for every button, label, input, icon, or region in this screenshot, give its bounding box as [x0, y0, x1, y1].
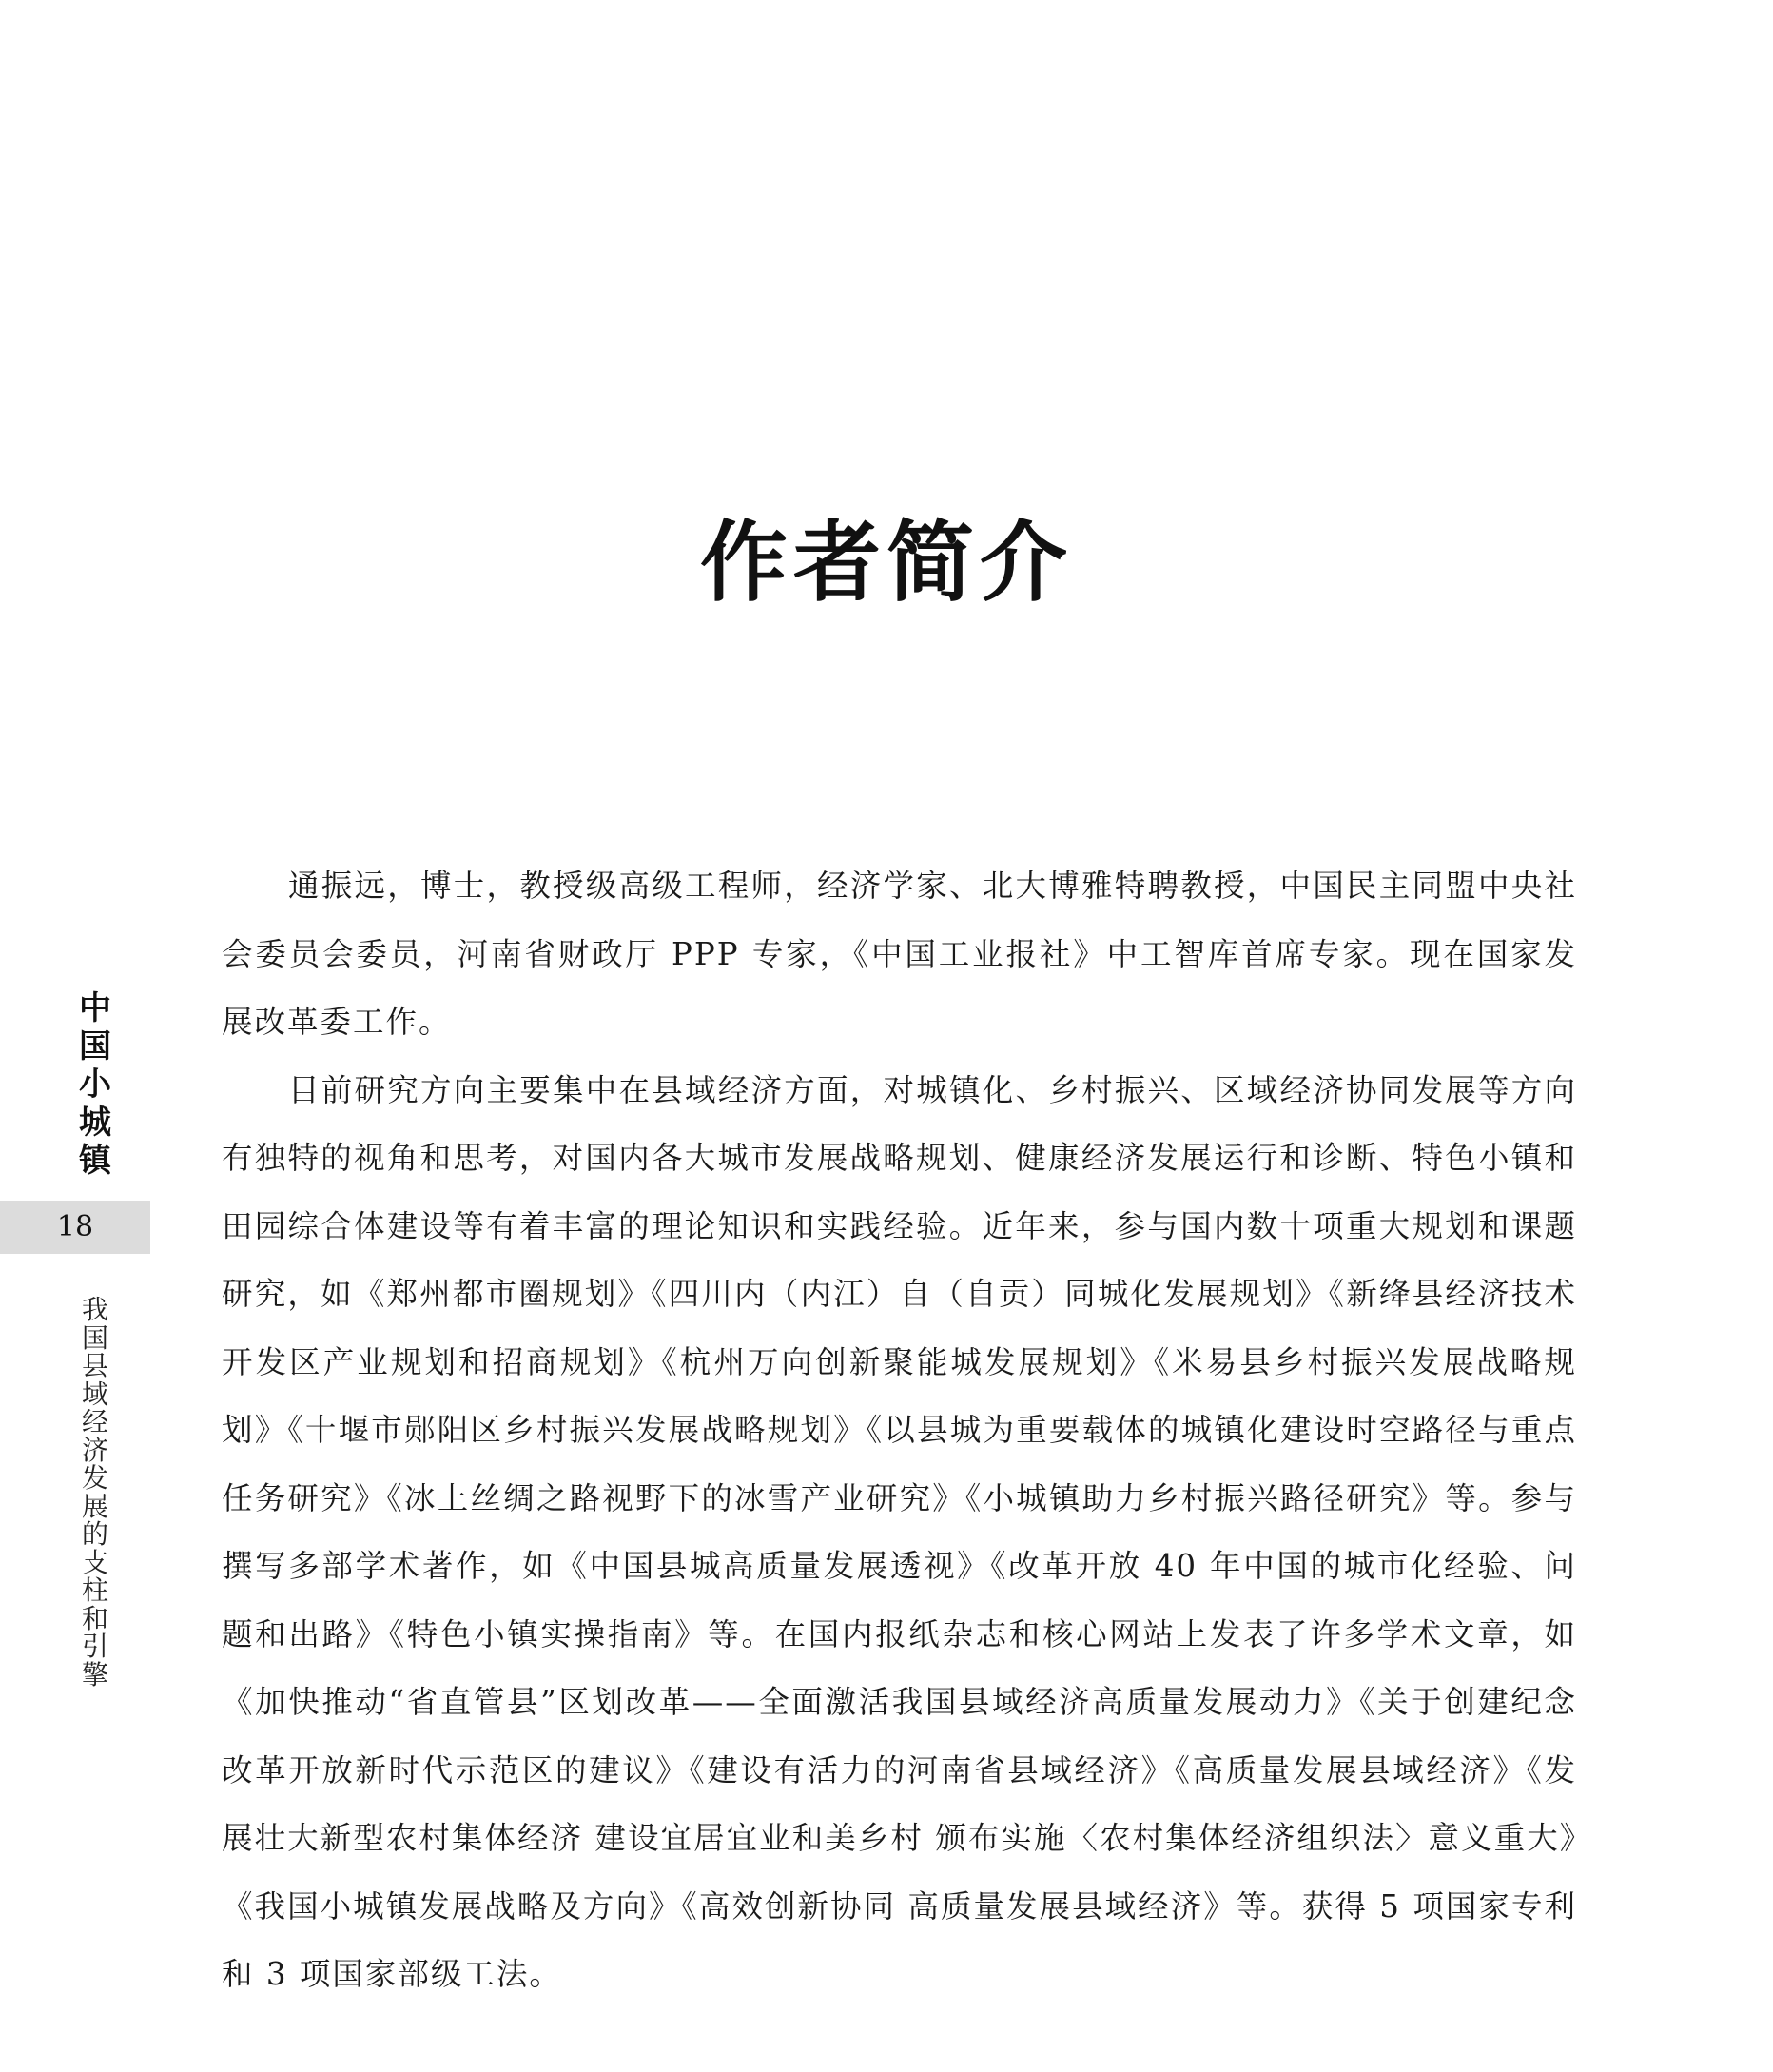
author-bio [222, 852, 1577, 2009]
running-header-book-title: 中国小城镇 [79, 989, 111, 1180]
running-header-chapter-title: 我国县域经济发展的支柱和引擎 [81, 1294, 108, 1691]
page-number: 18 [56, 1210, 94, 1243]
bio-paragraph-1: 通振远，博士，教授级高级工程师，经济学家、北大博雅特聘教授，中国民主同盟中央社会委员会委员，河南省财政厅 PPP 专家，《中国工业报社》中工智库首席专家。现在国家发展改革委工作。 [222, 868, 1577, 1040]
page-number-tab [0, 1201, 150, 1254]
bio-paragraph-2: 目前研究方向主要集中在县域经济方面，对城镇化、乡村振兴、区域经济协同发展等方向有独特的视角和思考，对国内各大城市发展战略规划、健康经济发展运行和诊断、特色小镇和田园综合体建设等有着丰富的理论知识和实践经验。近年来，参与国内数十项重大规划和课题研究，如《郑州都市圈规划》《四川内（内江）自（自贡）同城化发展规划》《新绛县经济技术开发区产业规划和招商规划》《杭州万向创新聚能城发展规划》《米易县乡村振兴发展战略规划》《十堰市郧阳区乡村振兴发展战略规划》《以县城为重要载体的城镇化建设时空路径与重点任务研究》《冰上丝绸之路视野下的冰雪产业研究》《小城镇助力乡村振兴路径研究》等。参与撰写多部学术著作，如《中国县城高质量发展透视》《改革开放 40 年中国的城市化经验、问题和出路》《特色小镇实操指南》等。在国内报纸杂志和核心网站上发表了许多学术文章，如《加快推动“省直管县”区划改革——全面激活我国县域经济高质量发展动力》《关于创建纪念改革开放新时代示范区的建议》《建设有活力的河南省县域经济》《高质量发展县域经济》《发展壮大新型农村集体经济 建设宜居宜业和美乡村 颁布实施〈农村集体经济组织法〉意义重大》《我国小城镇发展战略及方向》《高效创新协同 高质量发展县域经济》等。获得 5 项国家专利和 3 项国家部级工法。 [222, 1071, 1577, 1992]
page-title: 作者简介 [699, 511, 1073, 614]
